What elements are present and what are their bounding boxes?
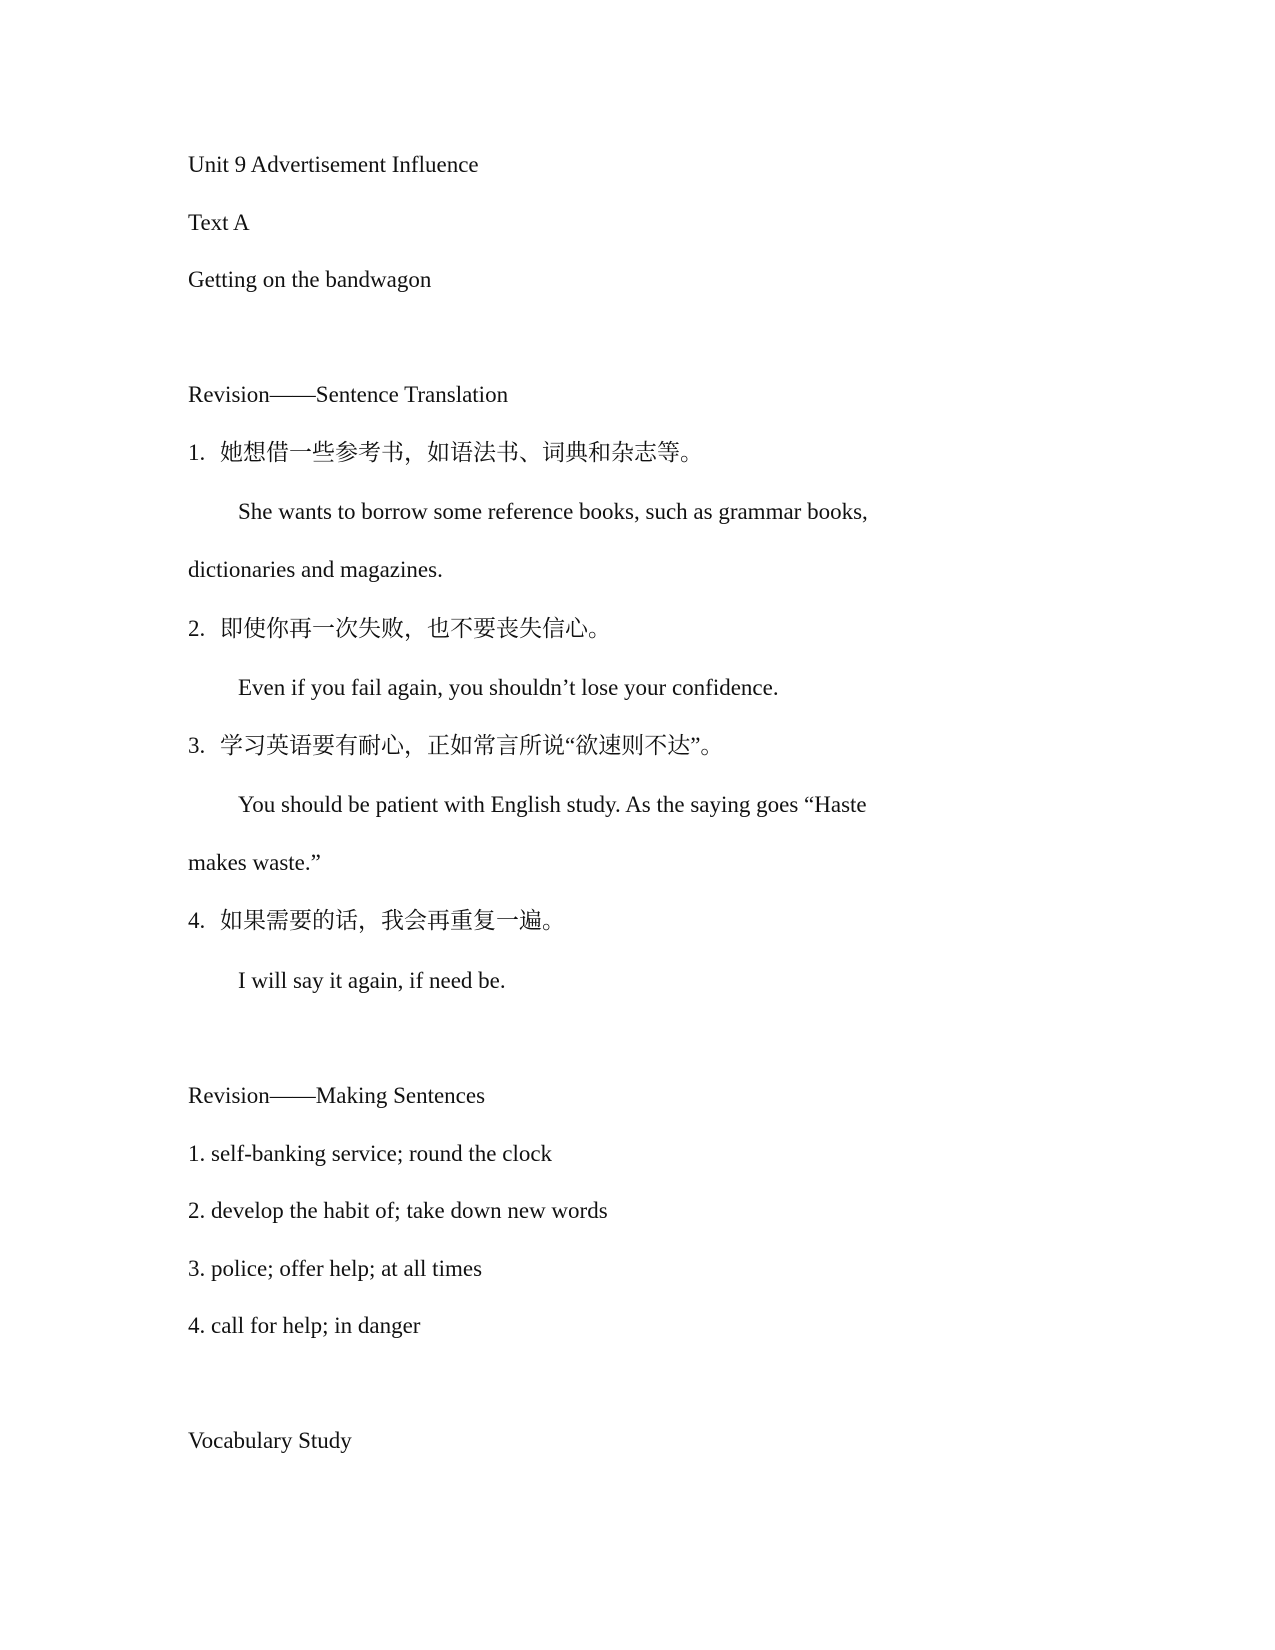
item-number: 1. [188,440,206,465]
text-label: Text A [188,210,250,235]
chinese-sentence: 她想借一些参考书，如语法书、词典和杂志等。 [220,440,703,465]
item-number: 4. [188,908,206,933]
translation-item-3-english: You should be patient with English study. As the saying goes “Haste [238,792,867,817]
item-number: 2. [188,616,206,641]
translation-item-3-chinese [188,731,723,761]
translation-item-1-english: She wants to borrow some reference books, such as grammar books, [238,499,868,524]
making-item-1: 1. self-banking service; round the clock [188,1141,553,1166]
making-sentences-heading: Revision——Making Sentences [188,1083,486,1108]
making-item-3: 3. police; offer help; at all times [188,1256,483,1281]
vocabulary-heading: Vocabulary Study [188,1428,352,1453]
chinese-sentence: 学习英语要有耐心，正如常言所说“欲速则不达”。 [220,733,724,758]
making-item-4: 4. call for help; in danger [188,1313,421,1338]
translation-item-1-chinese [188,438,703,468]
chinese-sentence: 如果需要的话，我会再重复一遍。 [220,908,565,933]
translation-item-1-english-continued: dictionaries and magazines. [188,557,443,582]
text-title: Getting on the bandwagon [188,267,432,292]
translation-item-3-english-continued: makes waste.” [188,850,321,875]
translation-item-4-english: I will say it again, if need be. [238,968,506,993]
chinese-sentence: 即使你再一次失败，也不要丧失信心。 [220,616,611,641]
translation-item-4-chinese [188,906,565,936]
unit-title: Unit 9 Advertisement Influence [188,152,479,177]
translation-heading: Revision——Sentence Translation [188,382,509,407]
item-number: 3. [188,733,206,758]
making-item-2: 2. develop the habit of; take down new words [188,1198,608,1223]
translation-item-2-chinese [188,614,611,644]
translation-item-2-english: Even if you fail again, you shouldn’t lose your confidence. [238,675,779,700]
